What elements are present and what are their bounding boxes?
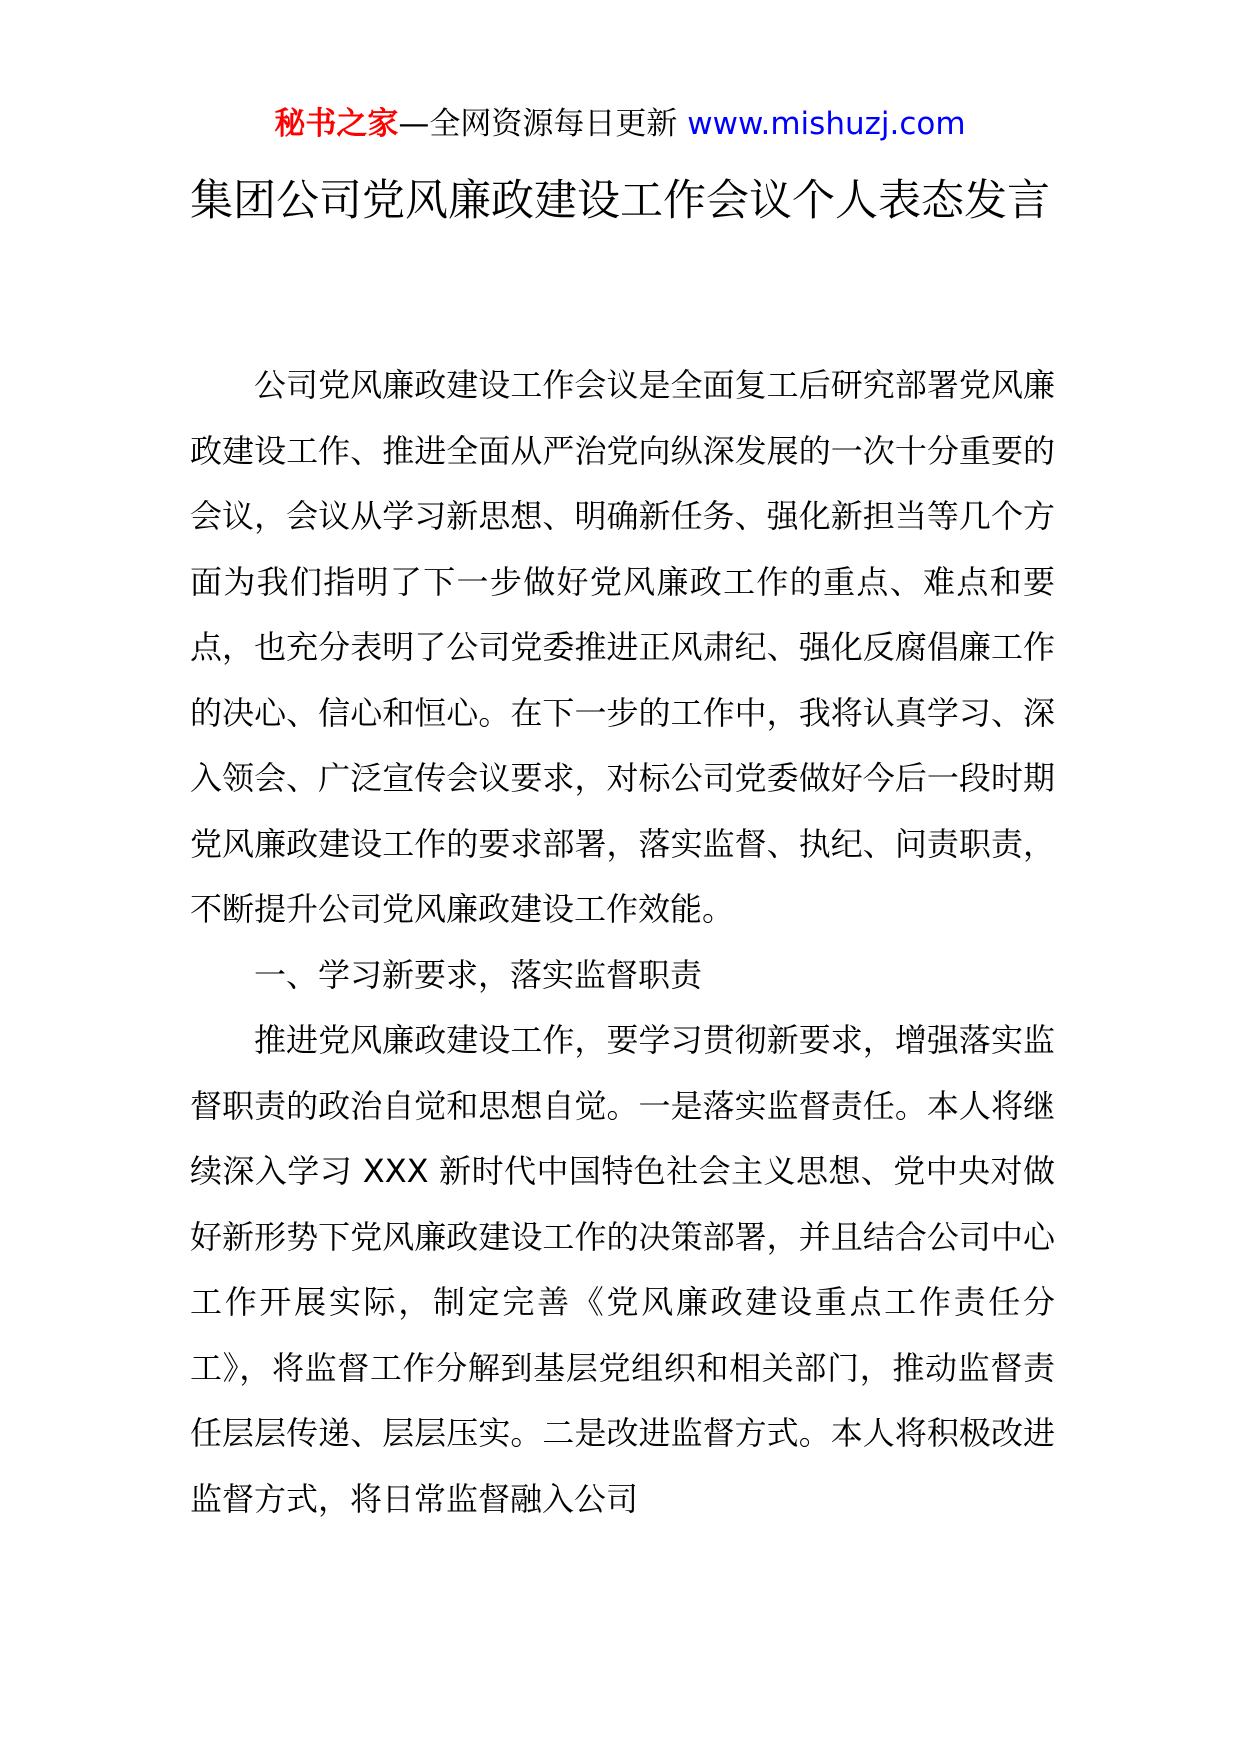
document-title: 集团公司党风廉政建设工作会议个人表态发言 (190, 176, 1050, 226)
site-header (0, 100, 1240, 148)
intro-paragraph: 公司党风廉政建设工作会议是全面复工后研究部署党风廉政建设工作、推进全面从严治党向纵深发展的一次十分重要的会议，会议从学习新思想、明确新任务、强化新担当等几个方面为我们指明了下一步做好党风廉政工作的重点、难点和要点，也充分表明了公司党委推进正风肃纪、强化反腐倡廉工作的决心、信心和恒心。在下一步的工作中，我将认真学习、深入领会、广泛宣传会议要求，对标公司党委做好今后一段时期党风廉政建设工作的要求部署，落实监督、执纪、问责职责，不断提升公司党风廉政建设工作效能。 (190, 366, 1055, 928)
section-paragraph-1: 推进党风廉政建设工作，要学习贯彻新要求，增强落实监督职责的政治自觉和思想自觉。一是落实监督责任。本人将继续深入学习 XXX 新时代中国特色社会主义思想、党中央对做好新形势下党风廉政建设工作的决策部署，并且结合公司中心工作开展实际，制定完善《党风廉政建设重点工作责任分工》，将监督工作分解到基层党组织和相关部门，推动监督责任层层传递、层层压实。二是改进监督方式。本人将积极改进监督方式，将日常监督融入公司 (190, 1021, 1055, 1518)
site-url-link[interactable]: www.mishuzj.com (687, 106, 966, 142)
brand-name: 秘书之家 (274, 106, 399, 142)
document-body (190, 353, 1055, 1532)
section-heading-1: 一、学习新要求，落实监督职责 (254, 955, 703, 994)
header-tagline: —全网资源每日更新 (398, 106, 678, 142)
